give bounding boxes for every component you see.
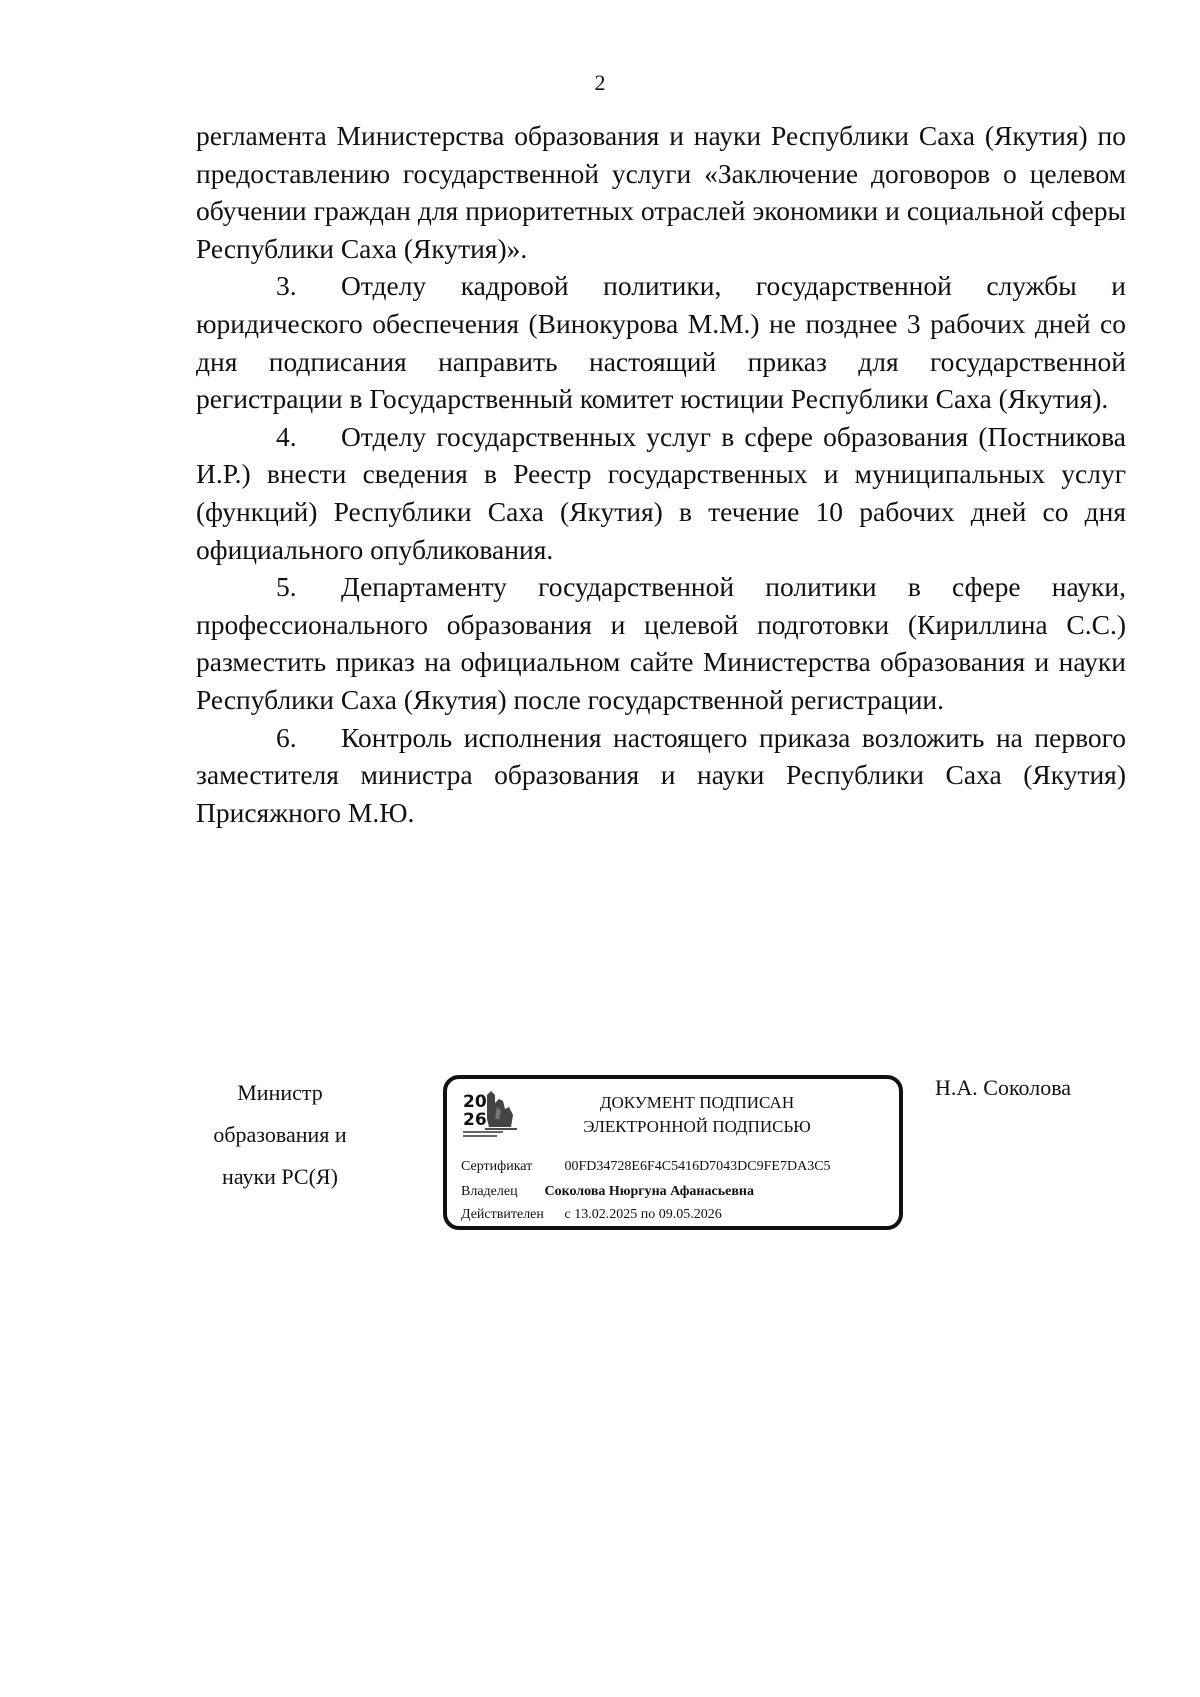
owner-label: Владелец bbox=[461, 1184, 518, 1199]
paragraph-item-3 bbox=[196, 267, 1126, 417]
paragraph-number: 4. bbox=[276, 420, 297, 452]
year-of-unity-logo-icon bbox=[461, 1089, 529, 1141]
paragraph-item-4 bbox=[196, 418, 1126, 568]
signer-name: Н.А. Соколова bbox=[935, 1075, 1072, 1100]
owner-row bbox=[461, 1184, 754, 1200]
paragraph-text: Отделу государственных услуг в сфере образования (Постникова И.Р.) внести сведения в Реестр государственных и муниципальных услуг (функций) Республики Саха (Якутия) в течение 10 рабочих дней со дня официального опубликования. bbox=[196, 420, 1126, 565]
certificate-row bbox=[461, 1159, 831, 1175]
signer-position-line: науки РС(Я) bbox=[222, 1164, 338, 1189]
certificate-value: 00FD34728E6F4C5416D7043DC9FE7DA3C5 bbox=[564, 1159, 831, 1174]
paragraph-number: 5. bbox=[276, 571, 297, 603]
stamp-header-line: ЭЛЕКТРОННОЙ ПОДПИСЬЮ bbox=[583, 1117, 811, 1136]
paragraph-number: 6. bbox=[276, 721, 297, 753]
electronic-signature-stamp bbox=[443, 1075, 903, 1230]
paragraph-text: Отделу кадровой политики, государственной службы и юридического обеспечения (Винокурова М.М.) не позднее 3 рабочих дней со дня подписания направить настоящий приказ для государственной регистрации в Государственный комитет юстиции Республики Саха (Якутия). bbox=[196, 270, 1126, 415]
paragraph-number: 3. bbox=[276, 270, 297, 302]
svg-text:26: 26 bbox=[463, 1110, 487, 1130]
stamp-header bbox=[547, 1091, 847, 1139]
page-number: 2 bbox=[594, 70, 606, 95]
paragraph-continuation bbox=[196, 117, 1126, 267]
paragraph-text: Департаменту государственной политики в сфере науки, профессионального образования и целевой подготовки (Кириллина С.С.) разместить приказ на официальном сайте Министерства образования и науки Республики Саха (Якутия) после государственной регистрации. bbox=[196, 571, 1126, 715]
signer-position-line: Министр bbox=[237, 1080, 323, 1105]
validity-value: с 13.02.2025 по 09.05.2026 bbox=[564, 1207, 722, 1222]
document-body bbox=[196, 117, 1126, 831]
paragraph-text: регламента Министерства образования и науки Республики Саха (Якутия) по предоставлению государственной услуги «Заключение договоров о целевом обучении граждан для приоритетных отраслей экономики и социальной сферы Республики Саха (Якутия)». bbox=[196, 120, 1126, 264]
stamp-header-line: ДОКУМЕНТ ПОДПИСАН bbox=[599, 1093, 795, 1112]
paragraph-text: Контроль исполнения настоящего приказа возложить на первого заместителя министра образования и науки Республики Саха (Якутия) Присяжного М.Ю. bbox=[196, 721, 1126, 828]
owner-value: Соколова Нюргуна Афанасьевна bbox=[544, 1184, 754, 1199]
paragraph-item-6 bbox=[196, 719, 1126, 832]
validity-label: Действителен bbox=[461, 1207, 544, 1222]
signer-position-line: образования и bbox=[213, 1122, 347, 1147]
svg-text:20: 20 bbox=[463, 1092, 487, 1112]
certificate-label: Сертификат bbox=[461, 1159, 533, 1174]
paragraph-item-5 bbox=[196, 568, 1126, 718]
validity-row bbox=[461, 1207, 722, 1223]
signer-position bbox=[190, 1072, 370, 1198]
